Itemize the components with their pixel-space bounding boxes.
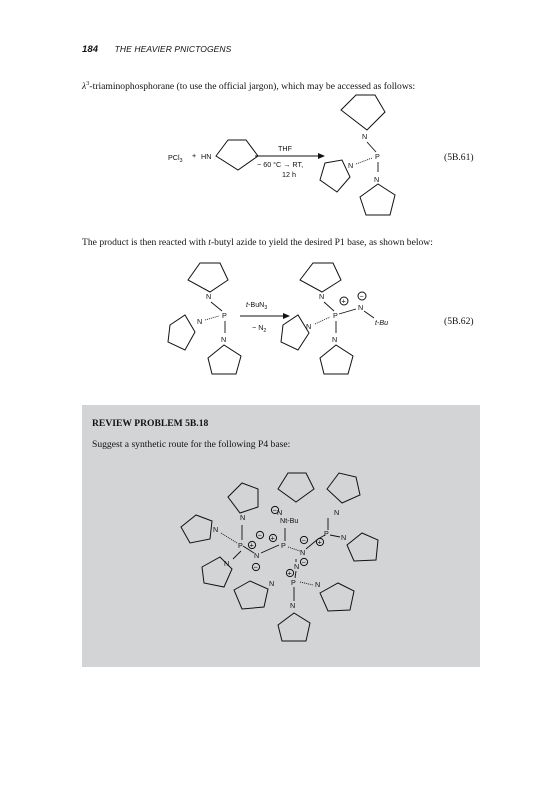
arrow1-top-label: THF [278, 144, 292, 153]
intro-text: -triaminophosphorane (to use the official jargon), which may be accessed as follows: [89, 81, 416, 93]
lambda-symbol: λ [82, 81, 87, 93]
product-p: P [375, 152, 380, 161]
product-n-top: N [362, 132, 368, 141]
bond [221, 533, 237, 543]
central-n-right: N [300, 548, 306, 557]
ring-left-top [228, 483, 258, 513]
p1-ring-top [300, 263, 341, 292]
p1-ring-bottom [320, 345, 353, 374]
plus-charge: + [341, 296, 346, 306]
arrow1-mid-label: − 60 °C → RT, [257, 160, 304, 169]
bond [324, 302, 334, 311]
left-n-bottom: N [224, 559, 230, 568]
reactant-p: P [222, 311, 227, 320]
review-text: Suggest a synthetic route for the following P4 base: [92, 439, 291, 450]
bond [211, 302, 222, 311]
p1-n-bottom: N [332, 335, 338, 344]
amine-nh: HN [201, 152, 212, 161]
bond [233, 551, 241, 559]
ring-top-right [327, 473, 360, 503]
para2-before: The product is then reacted with [82, 237, 209, 248]
ring-right [347, 533, 378, 561]
bond [205, 316, 219, 320]
bottom-n-right: N [315, 580, 321, 589]
charge-plus-1-sign: + [249, 540, 254, 550]
top-right-n: N [334, 508, 340, 517]
left-n-top: N [240, 513, 246, 522]
plus-sign: + [192, 151, 197, 160]
bond [330, 535, 340, 537]
charge-plus-3-sign: + [317, 537, 322, 547]
product-n-bottom: N [374, 175, 380, 184]
p4-base-structure [82, 405, 480, 667]
left-n-bridge: N [254, 551, 260, 560]
bond [300, 582, 313, 585]
p1-tbu: t-Bu [375, 318, 389, 327]
lambda-superscript: 3 [86, 80, 90, 87]
charge-minus-4-sign: − [301, 557, 306, 567]
bond [261, 545, 279, 553]
left-n-left: N [213, 525, 219, 534]
arrow2-top-label: t-BuN$_3$ [246, 300, 268, 311]
arrow2-bottom-label: − $N_2$ [252, 323, 267, 334]
p1-p: P [333, 311, 338, 320]
charge-plus-2-sign: + [270, 533, 275, 543]
charge-minus-1-sign: − [257, 530, 262, 540]
equation-number-5b61: (5B.61) [444, 152, 474, 163]
charge-minus-5-sign: − [272, 505, 277, 515]
reagent-pcl3: PCl$_3$ [168, 153, 183, 164]
bond [364, 311, 374, 318]
charge-minus-2-sign: − [253, 562, 258, 572]
bottom-p: P [291, 578, 296, 587]
ring-bottom-right [320, 583, 354, 611]
bond [339, 309, 356, 314]
arrowhead-2 [283, 313, 290, 319]
bond [288, 547, 300, 551]
para2-after: -butyl azide to yield the desired P1 base, as shown below: [210, 237, 433, 248]
nt-bu-label: Nt-Bu [280, 516, 299, 525]
minus-charge: − [359, 291, 364, 301]
review-title: REVIEW PROBLEM 5B.18 [92, 418, 209, 429]
reactant-n-bottom: N [221, 335, 227, 344]
right-n: N [341, 533, 347, 542]
p1-n-left: N [306, 322, 312, 331]
running-title: THE HEAVIER PNICTOGENS [114, 44, 232, 54]
para2-italic: t [208, 237, 211, 248]
p1-n-imine: N [358, 303, 364, 312]
reactant-ring-top [188, 263, 228, 292]
product-n-left: N [348, 161, 354, 170]
right-p: P [324, 529, 329, 538]
ring-left [181, 515, 212, 543]
bottom-n-bottom: N [290, 601, 296, 610]
reactant-n-left: N [197, 317, 203, 326]
bottom-n-left: N [269, 579, 275, 588]
central-p: P [281, 541, 286, 550]
p1-ring-left [281, 315, 312, 350]
bottom-n-bridge: N [294, 562, 300, 571]
reactant-ring-bottom [208, 345, 241, 374]
reactant-ring-left [168, 315, 195, 350]
bond [295, 571, 296, 578]
ring-bottom [278, 613, 310, 641]
arrow1-bottom-label: 12 h [282, 170, 296, 179]
central-n-top: N [277, 508, 283, 517]
ring-center-top [278, 473, 314, 502]
bond [315, 317, 330, 324]
p1-n-top: N [319, 292, 325, 301]
page-number: 184 [82, 44, 99, 55]
charge-plus-4-sign: + [287, 568, 292, 578]
equation-number-5b62: (5B.62) [444, 316, 474, 327]
left-p: P [238, 541, 243, 550]
charge-minus-3-sign: − [301, 535, 306, 545]
review-problem-box [82, 405, 480, 667]
reactant-n-top: N [206, 292, 212, 301]
ring-bottom-left [234, 581, 268, 609]
